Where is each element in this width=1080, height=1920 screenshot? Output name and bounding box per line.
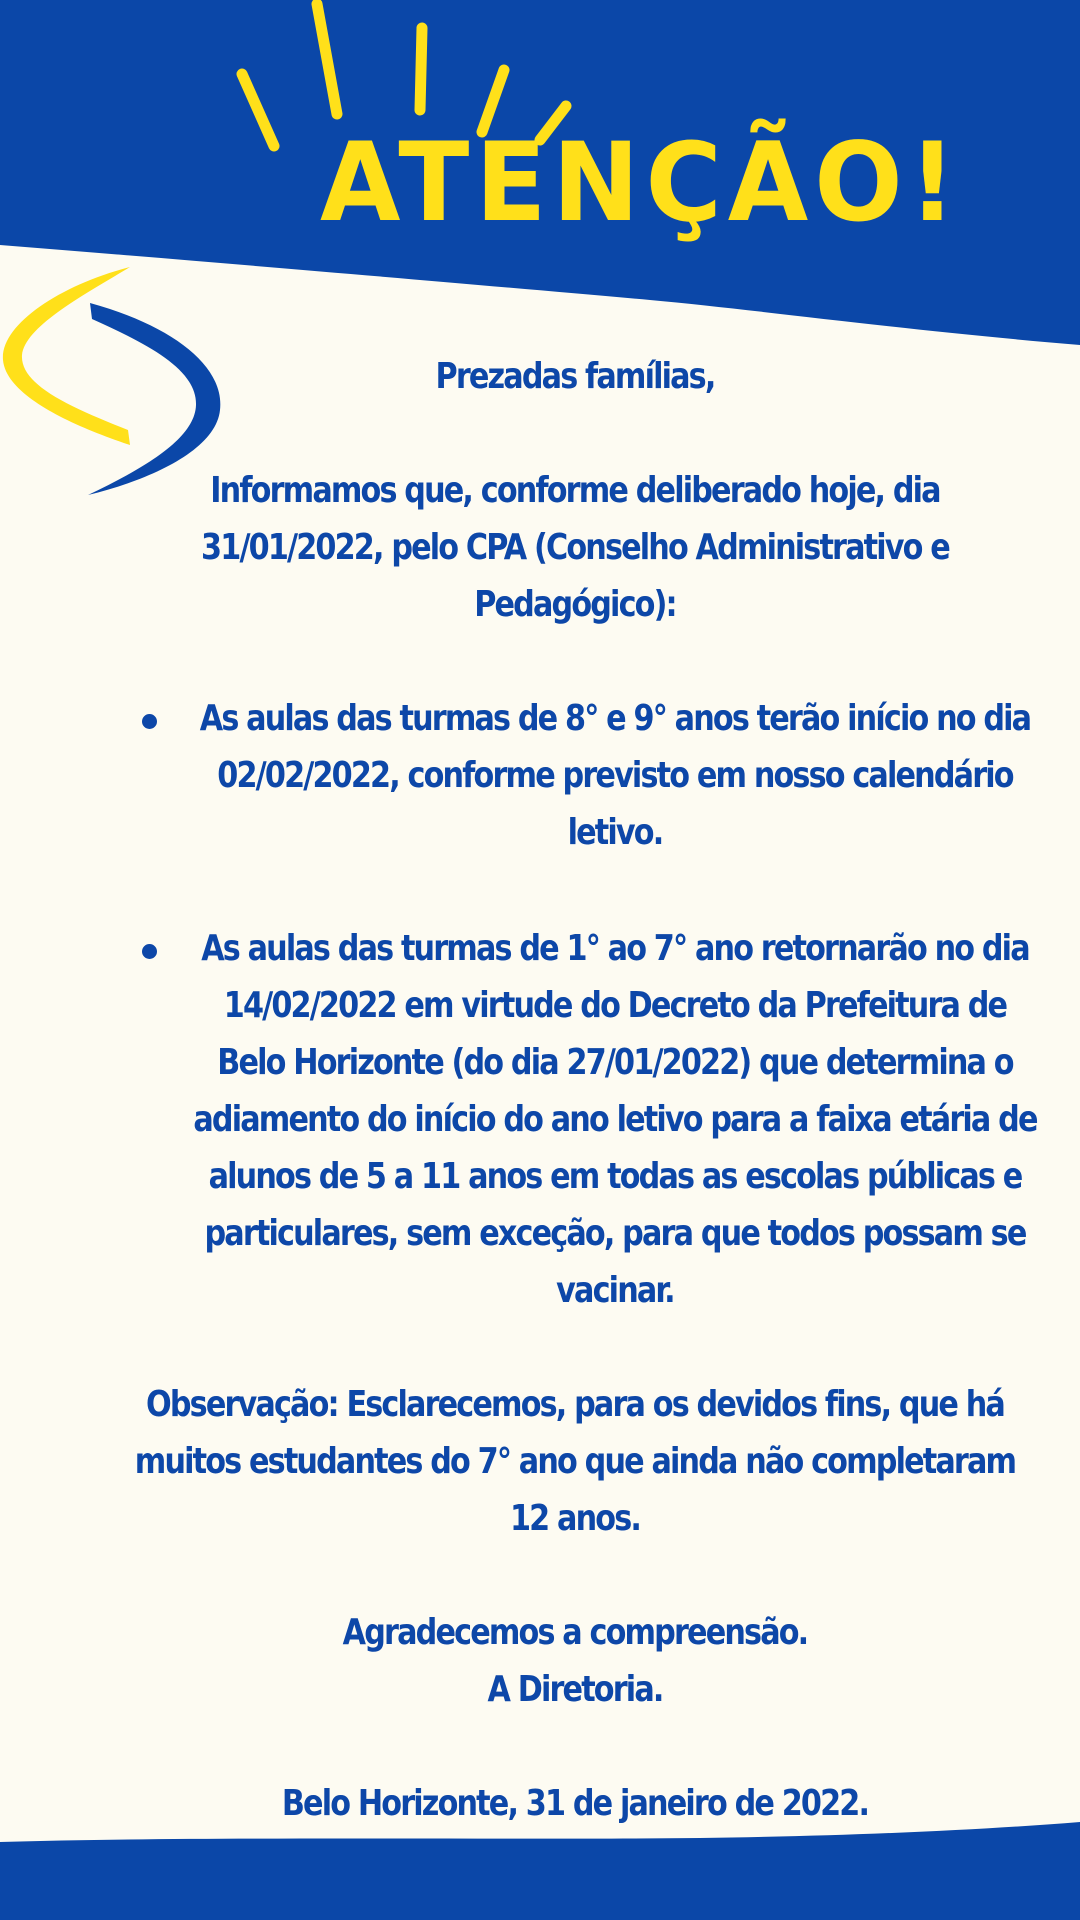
intro-paragraph: Informamos que, conforme deliberado hoje, dia 31/01/2022, pelo CPA (Conselho Administrativo e Pedagógico): [201, 470, 949, 625]
observation-paragraph: Observação: Esclarecemos, para os devidos fins, que há muitos estudantes do 7° ano que ainda não completaram 12 anos. [134, 1384, 1016, 1539]
headline: ATENÇÃO! [320, 117, 963, 247]
thanks-line: Agradecemos a compreensão. [342, 1612, 808, 1653]
place-date-line: Belo Horizonte, 31 de janeiro de 2022. [281, 1783, 869, 1824]
list-item: As aulas das turmas de 8° e 9° anos terão início no dia 02/02/2022, conforme previsto em nosso calendário letivo. [199, 698, 1031, 853]
list-item: As aulas das turmas de 1° ao 7° ano retornarão no dia 14/02/2022 em virtude do Decreto da Prefeitura de Belo Horizonte (do dia 27/01/2022) que determina o adiamento do início do ano letivo para a faixa etária de alunos de 5 a 11 anos em todas as escolas públicas e particulares, sem exceção, para que todos possam se vacinar. [193, 928, 1037, 1311]
bullet-icon [142, 944, 157, 959]
bottom-blue-banner [0, 1820, 1080, 1920]
greeting: Prezadas famílias, [435, 356, 715, 397]
signoff-line: A Diretoria. [487, 1669, 663, 1710]
bullet-icon [142, 714, 157, 729]
